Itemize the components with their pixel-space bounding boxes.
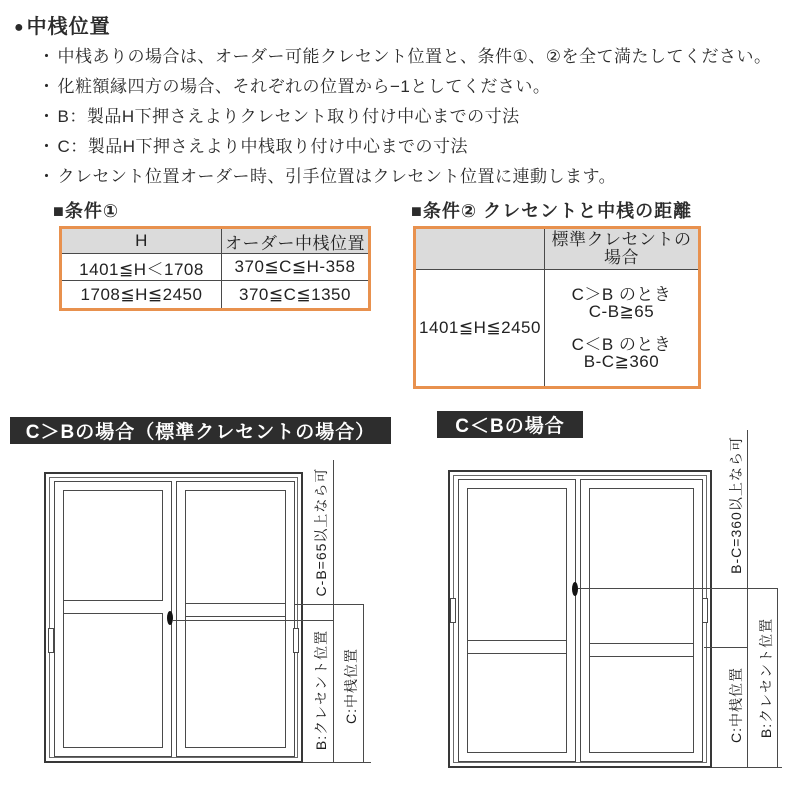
page-title-text: 中桟位置	[26, 16, 111, 38]
diagram-right-title: C＜Bの場合	[437, 411, 583, 438]
page-title	[14, 10, 111, 39]
condition1-table	[59, 226, 371, 311]
condition1-title: ■条件①	[53, 201, 120, 221]
note-item	[38, 72, 788, 102]
sash-panel-inner	[63, 490, 163, 748]
middle-rail	[64, 600, 163, 614]
dimension-line-b	[333, 460, 334, 763]
circle-bullet-icon: ●	[14, 19, 25, 36]
dimension-label-c: C:中桟位置	[728, 667, 744, 743]
note-item	[38, 162, 788, 192]
dimension-label-c: C:中桟位置	[343, 648, 359, 724]
dimension-line-c	[747, 430, 748, 768]
sash-panel-inner	[467, 488, 567, 753]
condition-line: C-B≧65	[588, 302, 655, 321]
table-row	[62, 281, 368, 308]
bullet-icon: ・	[38, 107, 56, 126]
pull-handle	[293, 628, 299, 653]
bullet-icon: ・	[38, 77, 56, 96]
table-header-cell: オーダー中桟位置	[222, 229, 368, 254]
table-header-cell: H	[62, 229, 222, 254]
pull-handle	[450, 598, 456, 623]
note-item	[38, 42, 788, 72]
extension-line-crescent	[578, 588, 777, 589]
crescent-lock	[167, 611, 173, 625]
table-row	[62, 254, 368, 281]
diagram-left-title: C＞Bの場合（標準クレセントの場合）	[10, 417, 391, 444]
condition-line: C＜B のとき	[571, 335, 672, 354]
dimension-line-b	[777, 588, 778, 768]
table-header-row	[62, 229, 368, 254]
condition2-table	[413, 226, 701, 389]
table-cell: 370≦C≦1350	[239, 284, 351, 304]
bullet-icon: ・	[38, 167, 56, 186]
table-cell	[545, 270, 698, 386]
table-cell: 1708≦H≦2450	[62, 281, 222, 308]
table-cell: 370≦C≦H-358	[222, 254, 368, 281]
table-row	[416, 270, 698, 386]
note-text: B：製品H下押さえよりクレセント取り付け中心までの寸法	[57, 107, 520, 126]
bullet-icon: ・	[38, 137, 56, 156]
table-header-cell	[416, 229, 545, 270]
pull-handle	[48, 628, 54, 653]
middle-rail	[590, 643, 693, 657]
dimension-line-c	[363, 604, 364, 763]
bullet-icon: ・	[38, 47, 56, 66]
note-item	[38, 132, 788, 162]
table-header-cell: 標準クレセントの場合	[545, 229, 698, 270]
sash-panel-inner	[589, 488, 694, 753]
table-cell: 1401≦H＜1708	[62, 254, 222, 281]
sash-panel-inner	[185, 490, 286, 748]
extension-line-crescent	[173, 620, 333, 621]
middle-rail	[468, 640, 566, 654]
note-item	[38, 102, 788, 132]
dimension-label-b: B:クレセント位置	[758, 617, 774, 739]
note-text: クレセント位置オーダー時、引手位置はクレセント位置に連動します。	[57, 167, 617, 186]
condition-line: B-C≧360	[583, 352, 660, 371]
pull-handle	[702, 598, 708, 623]
condition-line: C＞B のとき	[571, 285, 672, 304]
extension-line-bottom	[712, 767, 782, 768]
note-text: C：製品H下押さえより中桟取り付け中心までの寸法	[57, 137, 469, 156]
middle-rail	[186, 603, 285, 617]
condition2-title: ■条件② クレセントと中桟の距離	[411, 201, 693, 221]
note-text: 中桟ありの場合は、オーダー可能クレセント位置と、条件①、②を全て満たしてください。	[57, 47, 772, 66]
notes-list	[38, 42, 788, 192]
table-header-row	[416, 229, 698, 270]
dimension-label-diff: C-B=65以上なら可	[313, 467, 329, 597]
dimension-label-diff: B-C=360以上なら可	[728, 436, 744, 574]
crescent-lock	[572, 582, 578, 596]
table-cell: 1401≦H≦2450	[416, 270, 545, 386]
dimension-label-b: B:クレセント位置	[313, 629, 329, 751]
note-text: 化粧額縁四方の場合、それぞれの位置から−1としてください。	[57, 77, 551, 96]
